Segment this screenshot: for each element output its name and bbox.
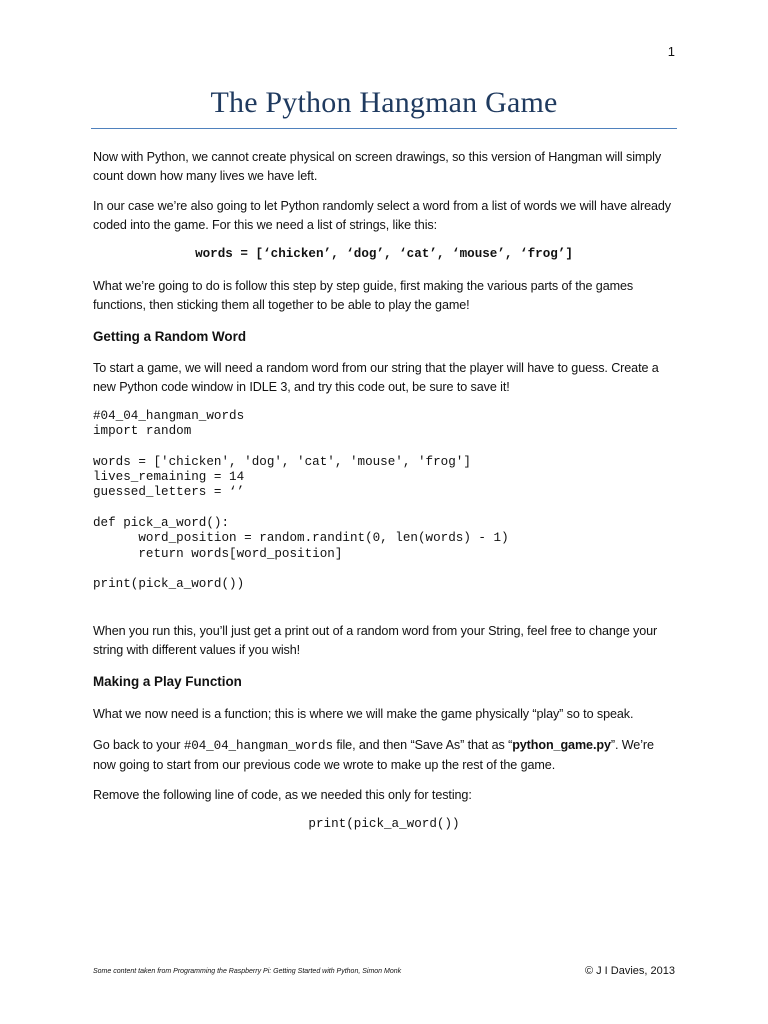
intro-paragraph-1: Now with Python, we cannot create physical on screen drawings, so this version of Hangman will simply count down how many lives we have left. [93,150,662,183]
random-word-paragraph-1: To start a game, we will need a random word from our string that the player will have to guess. Create a new Python code window in IDLE 3, and try this code out, be sure to save it! [93,361,659,394]
hangman-words-code-block: #04_04_hangman_words import random words = ['chicken', 'dog', 'cat', 'mouse', 'frog'] lives_remaining = 14 guessed_letters = ‘’ def pick_a_word(): word_position = random.randint(0, len(words) - 1) return words[word_position] print(pick_a_word()) [93,409,509,592]
title-underline [91,128,677,129]
random-word-paragraph-2: When you run this, you’ll just get a print out of a random word from your String, feel free to change your string with different values if you wish! [93,624,658,657]
words-list-code: words = [‘chicken’, ‘dog’, ‘cat’, ‘mouse’, ‘frog’] [195,247,573,261]
footer-copyright: © J I Davies, 2013 [584,965,675,977]
section-heading-random-word: Getting a Random Word [93,329,246,344]
section-heading-play-function: Making a Play Function [93,674,242,689]
inline-code-filename: #04_04_hangman_words [183,739,333,753]
footer-source-note: Some content taken from Programming the Raspberry Pi: Getting Started with Python, Simon Monk [93,968,402,975]
intro-paragraph-2: In our case we’re also going to let Python randomly select a word from a list of words we will have already coded into the game. For this we need a list of strings, like this: [93,199,671,232]
play-function-paragraph-1: What we now need is a function; this is where we will make the game physically “play” so to speak. [93,707,634,721]
inline-filename: python_game.py [512,738,611,752]
paragraph-text: Go back to your [93,738,184,752]
page-number: 1 [667,44,675,59]
intro-paragraph-3: What we’re going to do is follow this step by step guide, first making the various parts of the games functions, then sticking them all together to be able to play the game! [93,279,634,312]
paragraph-text: ”. We’re now going to start from our previous code we wrote to make up the rest of the game. [93,738,654,772]
play-function-paragraph-3: Remove the following line of code, as we needed this only for testing: [93,788,472,802]
play-function-paragraph-2 [93,736,677,775]
paragraph-text: file, and then “Save As” that as “ [332,738,513,752]
print-pick-a-word-code: print(pick_a_word()) [308,817,460,831]
page-title: The Python Hangman Game [210,86,558,119]
